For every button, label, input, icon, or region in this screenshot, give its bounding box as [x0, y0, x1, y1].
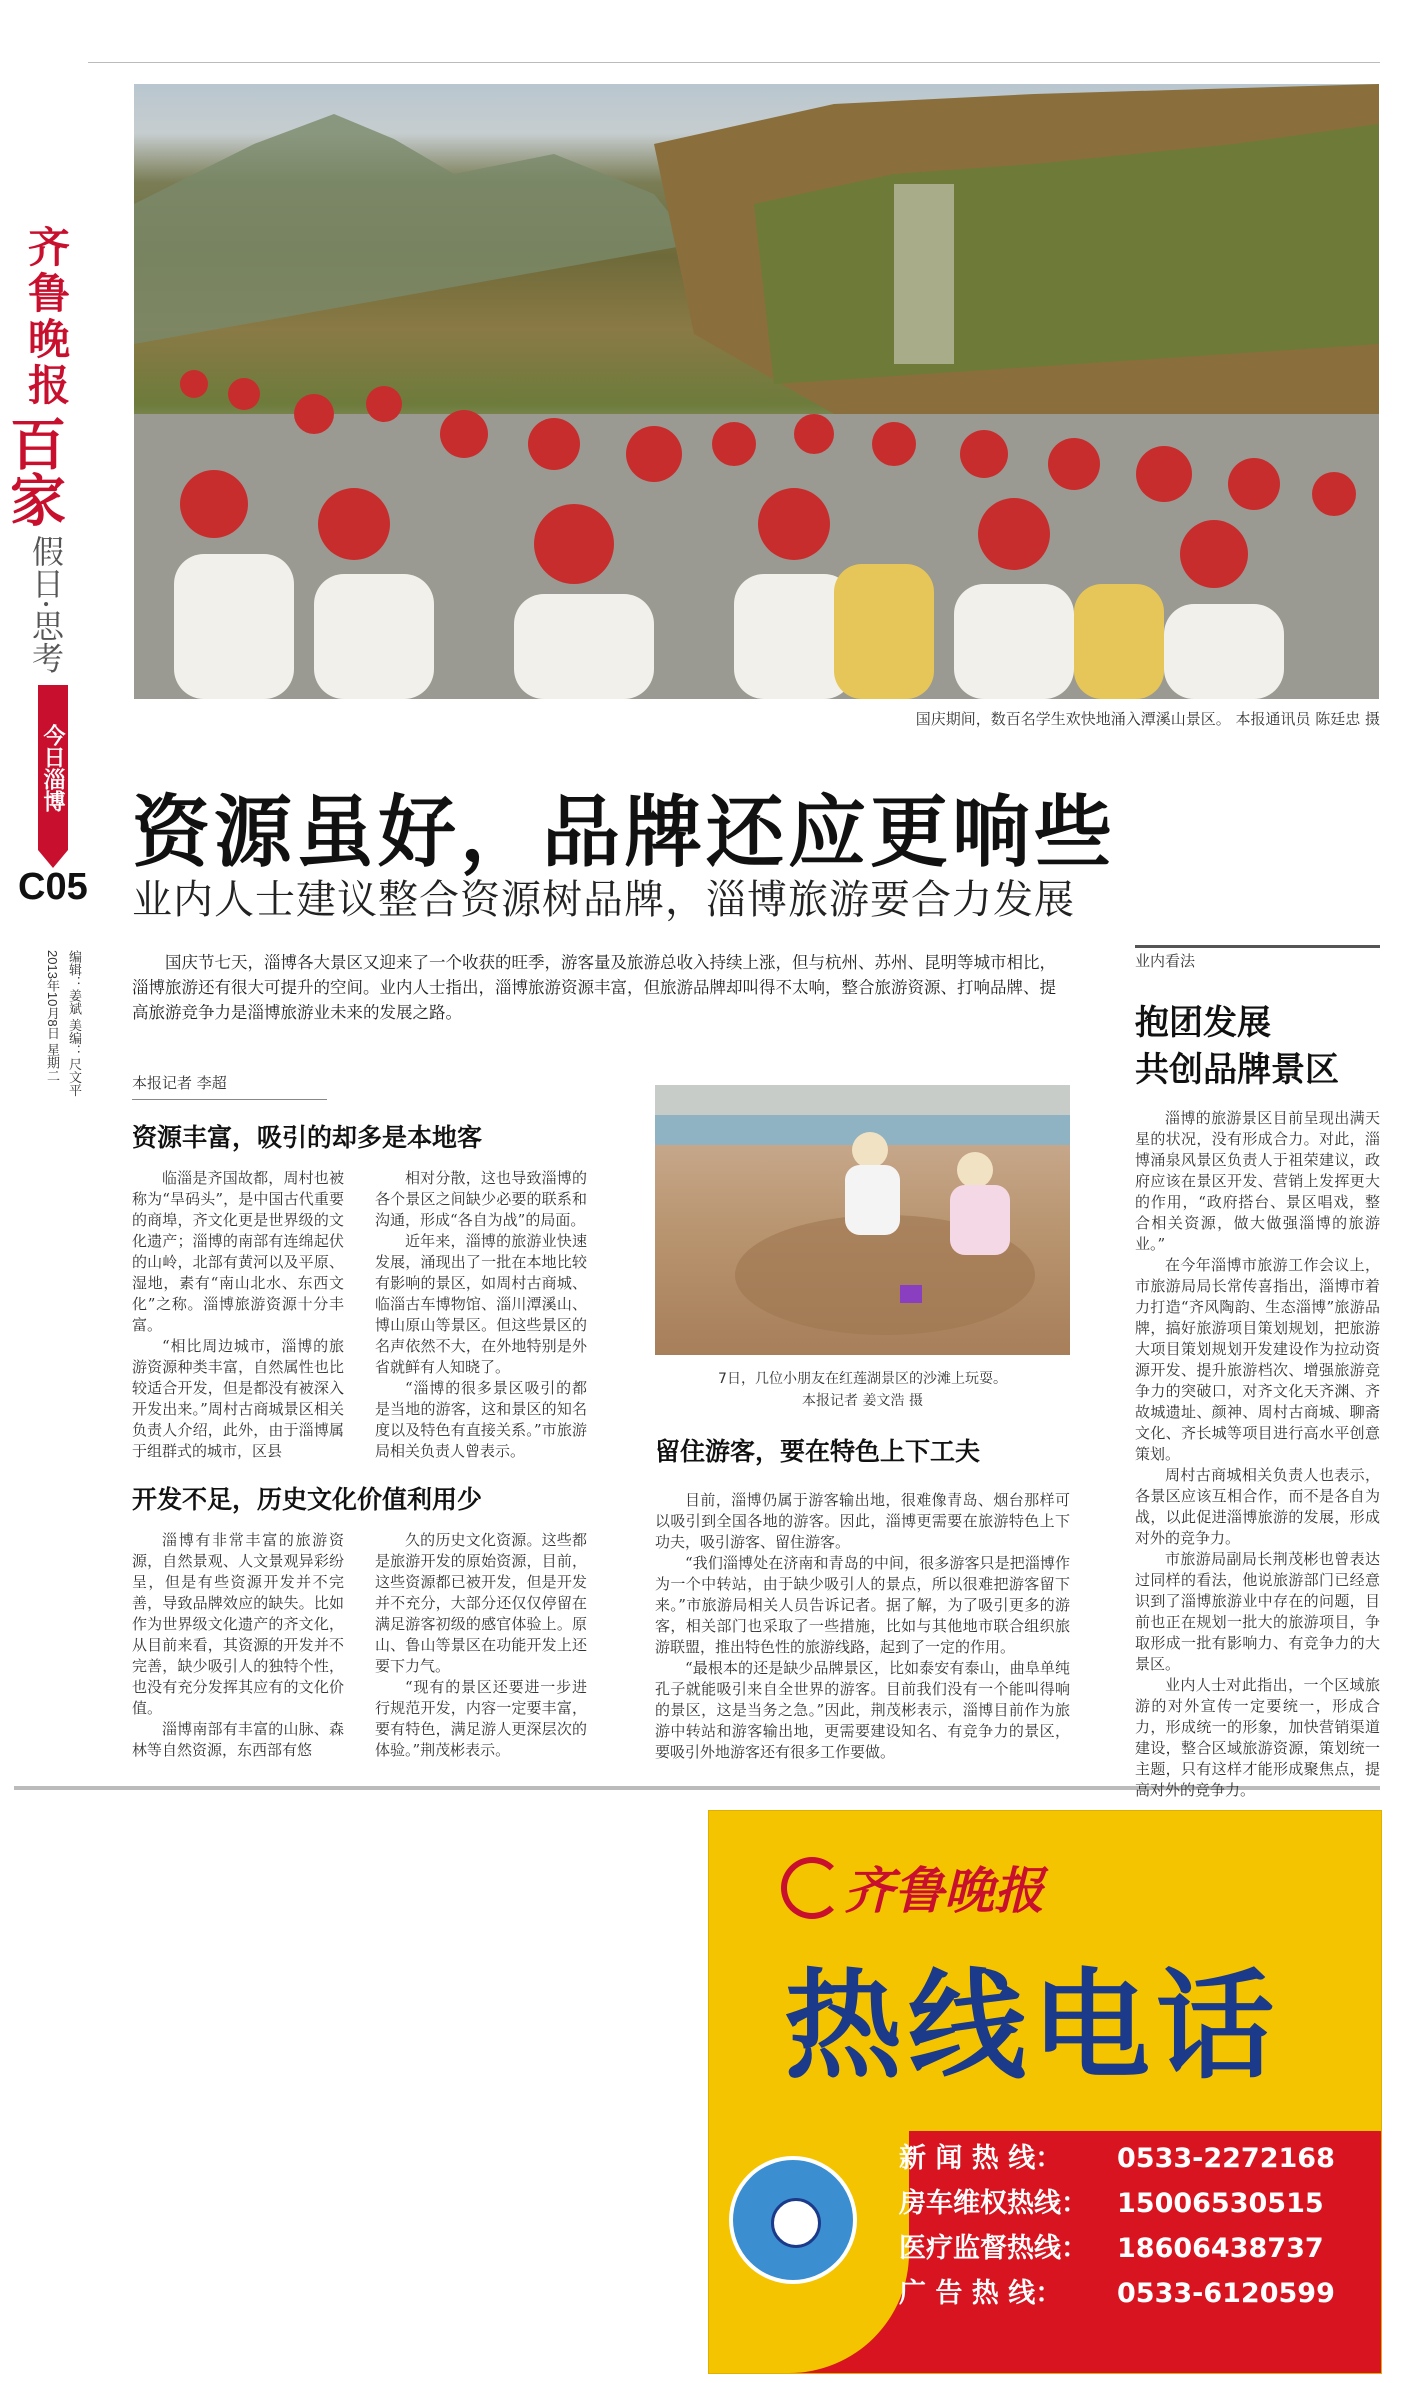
paragraph: “现有的景区还要进一步进行规范开发，内容一定要丰富，要有特色，满足游人更深层次的体验。”荆茂彬表示。 [375, 1678, 587, 1759]
section-heading-3: 留住游客，要在特色上下工夫 [655, 1437, 981, 1466]
top-rule [88, 62, 1380, 63]
hotline-label: 医疗监督热线： [899, 2233, 1088, 2264]
hotline-label: 房车维权热线： [899, 2188, 1088, 2219]
main-photo-illustration [134, 84, 1379, 699]
section3-body [655, 1490, 1070, 1763]
beach-photo-illustration [655, 1085, 1070, 1355]
hotline-number: 18606438737 [1117, 2233, 1324, 2264]
section-heading-1: 资源丰富，吸引的却多是本地客 [132, 1123, 483, 1152]
paragraph: 淄博南部有丰富的山脉、森林等自然资源，东西部有悠 [132, 1720, 344, 1759]
paragraph: “最根本的还是缺少品牌景区，比如泰安有泰山，曲阜单纯孔子就能吸引来自全世界的游客。目前我们没有一个能叫得响的景区，这是当务之急。”因此，荆茂彬表示，淄博目前作为旅游中转站和游客输出地，更需要建设知名、有竞争力的景区，要吸引外地游客还有很多工作要做。 [655, 1659, 1070, 1761]
beach-photo-caption [655, 1368, 1070, 1412]
paragraph: 在今年淄博市旅游工作会议上，市旅游局局长常传喜指出，淄博市着力打造“齐风陶韵、生态淄博”旅游品牌，搞好旅游项目策划规划，把旅游大项目策划规划开发建设作为拉动资源开发、提升旅游档次、增强旅游竞争力的突破口，对齐文化天齐渊、齐故城遗址、颜神、周村古商城、聊斋文化、齐长城等项目进行高水平创意策划。 [1135, 1256, 1380, 1463]
telephone-icon [729, 2156, 857, 2284]
paragraph: 相对分散，这也导致淄博的各个景区之间缺少必要的联系和沟通，形成“各自为战”的局面。 [375, 1169, 587, 1229]
byline: 本报记者 李超 [132, 1072, 327, 1100]
beach-photo-caption-line-1: 7日，几位小朋友在红莲湖景区的沙滩上玩耍。 [718, 1371, 1007, 1387]
sidebar-title-2: 共创品牌景区 [1135, 1050, 1339, 1090]
paragraph: 淄博的旅游景区目前呈现出满天星的状况，没有形成合力。对此，淄博涌泉风景区负责人于祖荣建议，政府应该在景区开发、营销上发挥更大的作用，“政府搭台、景区唱戏，整合相关资源，做大做强淄博的旅游业。” [1135, 1109, 1380, 1253]
paragraph: “淄博的很多景区吸引的都是当地的游客，这和景区的知名度以及特色有直接关系。”市旅游局相关负责人曾表示。 [375, 1379, 587, 1460]
hotline-number: 0533-2272168 [1117, 2143, 1335, 2174]
headline: 资源虽好，品牌还应更响些 [132, 788, 1117, 878]
main-photo [134, 84, 1379, 699]
section1-column-2 [375, 1168, 587, 1462]
main-photo-caption: 国庆期间，数百名学生欢快地涌入潭溪山景区。 本报通讯员 陈廷忠 摄 [915, 710, 1380, 728]
hotline-advertisement [708, 1810, 1382, 2374]
ad-title: 热线电话 [784, 1957, 1281, 2095]
masthead-paper-name: 齐鲁晚报 [22, 225, 71, 409]
hotline-label: 广 告 热 线： [899, 2278, 1063, 2309]
hotline-label: 新 闻 热 线： [899, 2143, 1063, 2174]
lead-paragraph: 国庆节七天，淄博各大景区又迎来了一个收获的旺季，游客量及旅游总收入持续上涨，但与杭州、苏州、昆明等城市相比，淄博旅游还有很大可提升的空间。业内人士指出，淄博旅游资源丰富，但旅游品牌却叫得不太响，整合旅游资源、打响品牌、提高旅游竞争力是淄博旅游业未来的发展之路。 [132, 953, 1056, 1022]
editor-credits: 编辑：姜斌 美编：尺文平 [67, 950, 82, 1097]
section2-column-1 [132, 1530, 344, 1761]
paragraph: 久的历史文化资源。这些都是旅游开发的原始资源，目前，这些资源都已被开发，但是开发并不充分，大部分还仅仅停留在满足游客初级的感官体验上。原山、鲁山等景区在功能开发上还要下力气。 [375, 1531, 587, 1675]
section1-column-1 [132, 1168, 344, 1462]
sidebar-body [1135, 1108, 1380, 1801]
subheadline: 业内人士建议整合资源树品牌，淄博旅游要合力发展 [132, 877, 1075, 923]
paragraph: 临淄是齐国故都，周村也被称为“旱码头”，是中国古代重要的商埠，齐文化更是世界级的文化遗产；淄博的南部有连绵起伏的山岭，北部有黄河以及平原、湿地，素有“南山北水、东西文化”之称。淄博旅游资源十分丰富。 [132, 1169, 344, 1334]
hotline-item [899, 2181, 1369, 2226]
paragraph: 淄博有非常丰富的旅游资源，自然景观、人文景观异彩纷呈，但是有些资源开发并不完善，导致品牌效应的缺失。比如作为世界级文化遗产的齐文化，从目前来看，其资源的开发并不完善，缺少吸引人的独特个性，也没有充分发挥其应有的文化价值。 [132, 1531, 344, 1717]
newspaper-logo-icon [781, 1857, 843, 1919]
hotline-item [899, 2136, 1369, 2181]
section2-column-2 [375, 1530, 587, 1761]
section-heading-2: 开发不足，历史文化价值利用少 [132, 1485, 483, 1514]
sidebar-title-1: 抱团发展 [1135, 1003, 1271, 1043]
paragraph: “相比周边城市，淄博的旅游资源种类丰富，自然属性也比较适合开发，但是都没有被深入开发出来。”周村古商城景区相关负责人介绍，此外，由于淄博属于组群式的城市，区县 [132, 1337, 344, 1460]
hotline-item [899, 2226, 1369, 2271]
ad-logo-text: 齐鲁晚报 [844, 1861, 1044, 1920]
hotline-number: 0533-6120599 [1117, 2278, 1335, 2309]
sidebar-label: 业内看法 [1135, 945, 1380, 971]
section-tag: 今日淄博 [38, 685, 68, 850]
paragraph: 业内人士对此指出，一个区域旅游的对外宣传一定要统一，形成合力，形成统一的形象，加快营销渠道建设，整合区域旅游资源，策划统一主题，只有这样才能形成聚焦点，提高对外的竞争力。 [1135, 1676, 1380, 1799]
hotline-list [899, 2136, 1369, 2316]
hotline-number: 15006530515 [1117, 2188, 1324, 2219]
paragraph: 市旅游局副局长荆茂彬也曾表达过同样的看法，他说旅游部门已经意识到了淄博旅游业中存在的问题，目前也正在规划一批大的旅游项目，争取形成一批有影响力、有竞争力的大景区。 [1135, 1550, 1380, 1673]
issue-date: 2013年10月8日 星期二 [45, 950, 60, 1083]
paragraph: 目前，淄博仍属于游客输出地，很难像青岛、烟台那样可以吸引到全国各地的游客。因此，淄博更需要在旅游特色上下功夫，吸引游客、留住游客。 [655, 1491, 1070, 1551]
masthead-subtitle: 假日·思考 [27, 535, 65, 674]
paragraph: 近年来，淄博的旅游业快速发展，涌现出了一批在本地比较有影响的景区，如周村古商城、临淄古车博物馆、淄川潭溪山、博山原山等景区。但这些景区的名声依然不大，在外地特别是外省就鲜有人知晓了。 [375, 1232, 587, 1376]
paragraph: 周村古商城相关负责人也表示，各景区应该互相合作，而不是各自为战，以此促进淄博旅游的发展，形成对外的竞争力。 [1135, 1466, 1380, 1547]
beach-photo-caption-line-2: 本报记者 姜文浩 摄 [802, 1393, 923, 1409]
masthead-column-name: 百家 [1, 415, 67, 527]
hotline-item [899, 2271, 1369, 2316]
page-number: C05 [18, 866, 88, 908]
paragraph: “我们淄博处在济南和青岛的中间，很多游客只是把淄博作为一个中转站，由于缺少吸引人的景点，所以很难把游客留下来。”市旅游局相关人员告诉记者。据了解，为了吸引更多的游客，相关部门也采取了一些措施，比如与其他地市联合组织旅游联盟，推出特色性的旅游线路，起到了一定的作用。 [655, 1554, 1070, 1656]
beach-photo [655, 1085, 1070, 1355]
